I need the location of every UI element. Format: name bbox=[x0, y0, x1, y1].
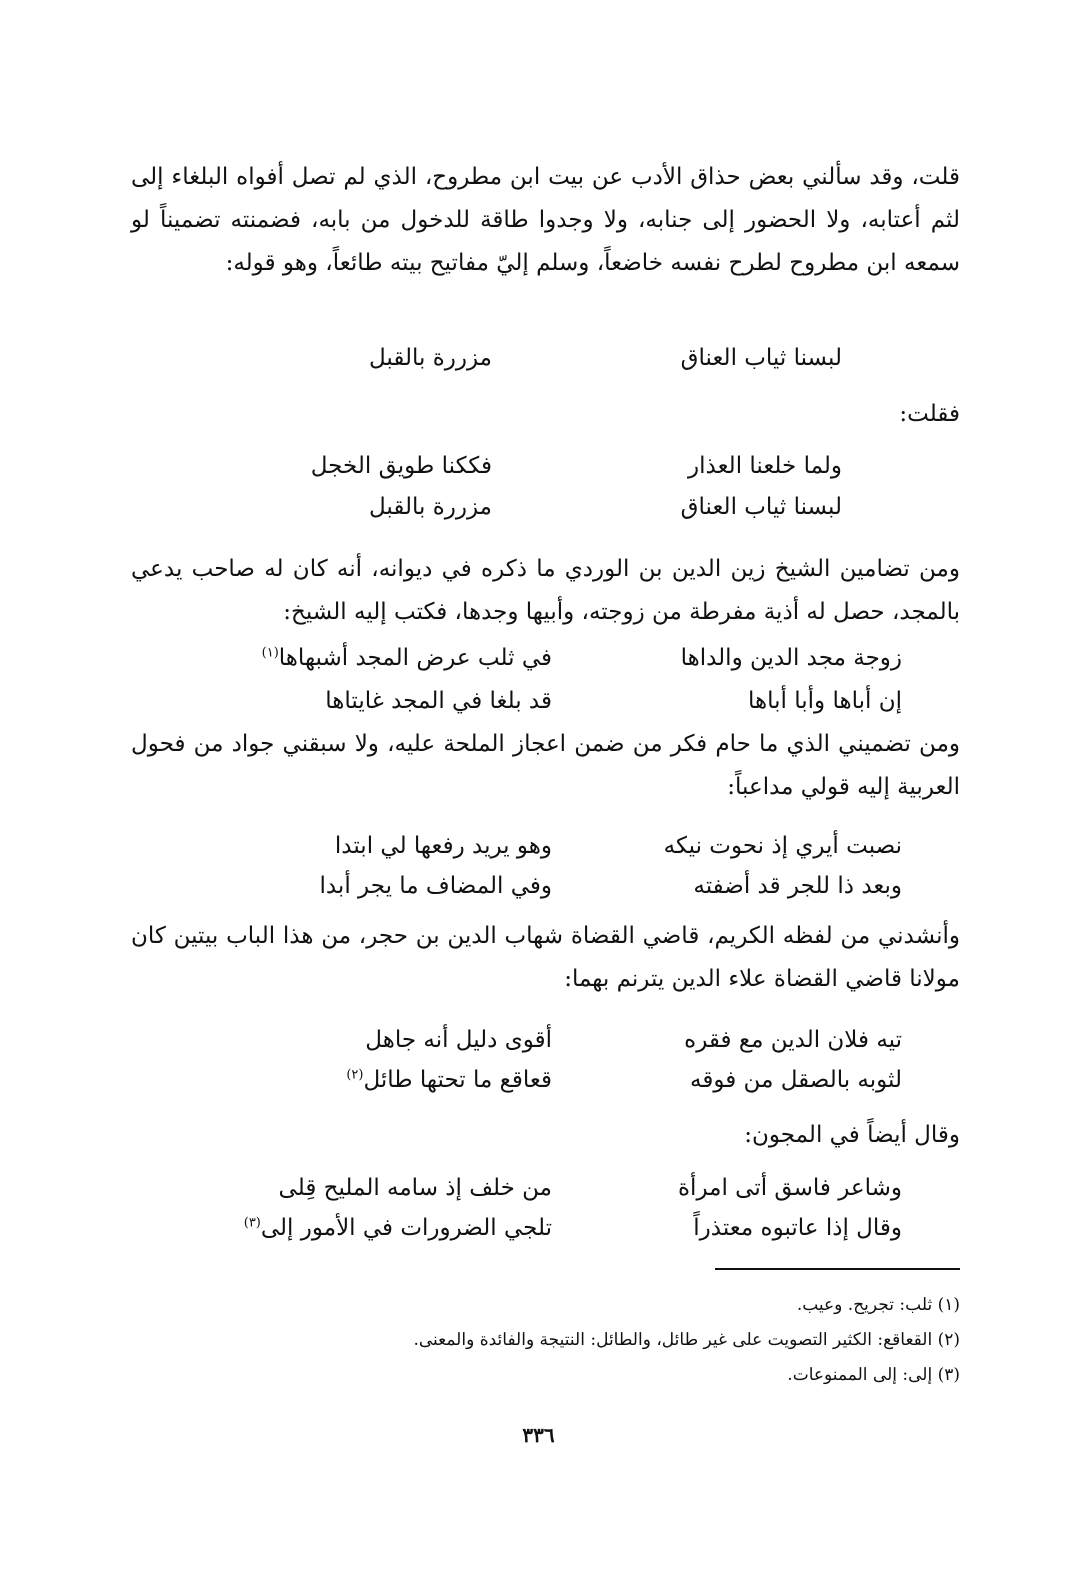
verse-line-9 bbox=[232, 1062, 902, 1098]
footnote-2: (٢) القعاقع: الكثير التصويت على غير طائل، والطائل: النتيجة والفائدة والمعنى. bbox=[413, 1330, 960, 1350]
page-number: ٣٣٦ bbox=[522, 1423, 555, 1447]
verse-hemistich-right: وشاعر فاسق أتى امرأة bbox=[678, 1175, 902, 1201]
footnote-1: (١) ثلب: تجريح. وعيب. bbox=[796, 1295, 960, 1315]
verse-hemistich-left: قد بلغا في المجد غايتاها bbox=[325, 688, 552, 714]
paragraph-my-tadmin: ومن تضميني الذي ما حام فكر من ضمن اعجاز الملحة عليه، ولا سبقني جواد من فحول العربية إليه قولي مداعباً: bbox=[131, 731, 960, 800]
label-majun: وقال أيضاً في المجون: bbox=[744, 1122, 960, 1148]
verse-text: في ثلب عرض المجد أشبهاها bbox=[278, 645, 552, 671]
verse-hemistich-right: زوجة مجد الدين والداها bbox=[680, 645, 902, 671]
verse-hemistich-right: نصبت أيري إذ نحوت نيكه bbox=[663, 833, 902, 859]
verse-hemistich-right: لثوبه بالصقل من فوقه bbox=[690, 1067, 902, 1093]
footnote-divider bbox=[715, 1268, 960, 1270]
verse-line-7 bbox=[232, 868, 902, 904]
verse-line-4 bbox=[232, 640, 902, 676]
verse-text: قعاقع ما تحتها طائل bbox=[363, 1067, 552, 1093]
verse-hemistich-right: لبسنا ثياب العناق bbox=[680, 494, 842, 520]
verse-hemistich-left: أقوى دليل أنه جاهل bbox=[365, 1027, 552, 1053]
verse-line-10 bbox=[232, 1170, 902, 1206]
verse-hemistich-left: من خلف إذ سامه المليح قِلى bbox=[278, 1175, 552, 1201]
verse-hemistich-right: وبعد ذا للجر قد أضفته bbox=[693, 873, 902, 899]
paragraph-ibn-hajar: وأنشدني من لفظه الكريم، قاضي القضاة شهاب الدين بن حجر، من هذا الباب بيتين كان مولانا قاضي القضاة علاء الدين يترنم بهما: bbox=[131, 923, 960, 992]
verse-hemistich-left bbox=[232, 1062, 552, 1098]
paragraph-ibn-matruh: قلت، وقد سألني بعض حذاق الأدب عن بيت ابن مطروح، الذي لم تصل أفواه البلغاء إلى لثم أعتابه، ولا الحضور إلى جنابه، ولا وجدوا طاقة للدخول من بابه، فضمنته تضميناً لو سمعه ابن مطروح لطرح نفسه خاضعاً، وسلم إليّ مفاتيح بيته طائعاً، وهو قوله: bbox=[131, 164, 960, 276]
verse-hemistich-left: وهو يريد رفعها لي ابتدا bbox=[334, 833, 552, 859]
footnote-marker: (٢) bbox=[346, 1067, 364, 1083]
verse-hemistich-right: وقال إذا عاتبوه معتذراً bbox=[693, 1215, 902, 1241]
verse-hemistich-left: مزررة بالقبل bbox=[369, 494, 492, 520]
verse-line-1 bbox=[172, 340, 842, 376]
verse-hemistich-right: ولما خلعنا العذار bbox=[688, 453, 842, 479]
verse-line-6 bbox=[232, 828, 902, 864]
verse-line-11 bbox=[232, 1210, 902, 1246]
footnote-marker: (١) bbox=[261, 645, 279, 661]
verse-hemistich-right: لبسنا ثياب العناق bbox=[680, 345, 842, 371]
label-faqult: فقلت: bbox=[899, 401, 960, 427]
verse-hemistich-right: إن أباها وأبا أباها bbox=[748, 688, 902, 714]
verse-hemistich-left bbox=[232, 640, 552, 676]
verse-hemistich-left: مزررة بالقبل bbox=[369, 345, 492, 371]
verse-line-5 bbox=[232, 683, 902, 719]
verse-hemistich-left: فككنا طويق الخجل bbox=[310, 453, 492, 479]
verse-text: تلجي الضرورات في الأمور إلى bbox=[260, 1215, 552, 1241]
verse-line-2 bbox=[172, 448, 842, 484]
footnote-marker: (٣) bbox=[243, 1215, 261, 1231]
verse-line-3 bbox=[172, 489, 842, 525]
paragraph-ibn-al-wardi: ومن تضامين الشيخ زين الدين بن الوردي ما ذكره في ديوانه، أنه كان له صاحب يدعي بالمجد، حصل له أذية مفرطة من زوجته، وأبيها وجدها، فكتب إليه الشيخ: bbox=[131, 556, 960, 625]
footnote-3: (٣) إلى: إلى الممنوعات. bbox=[787, 1365, 960, 1385]
verse-hemistich-left: وفي المضاف ما يجر أبدا bbox=[319, 873, 552, 899]
verse-hemistich-right: تيه فلان الدين مع فقره bbox=[684, 1027, 902, 1053]
verse-line-8 bbox=[232, 1022, 902, 1058]
verse-hemistich-left bbox=[232, 1210, 552, 1246]
